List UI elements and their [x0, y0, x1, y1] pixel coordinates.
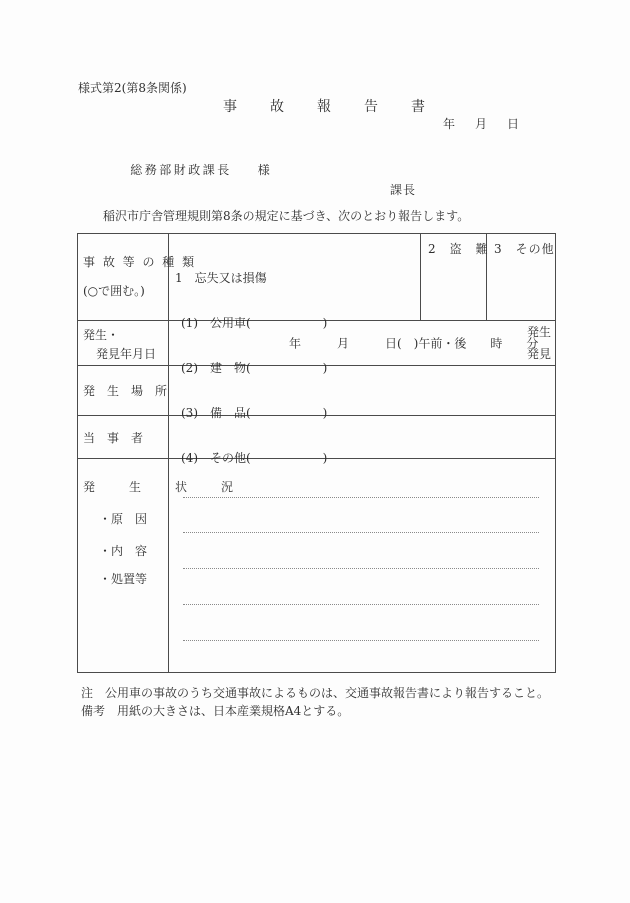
datetime-label-cell — [78, 321, 169, 365]
situation-label-cell — [78, 459, 245, 672]
kind-item-building: (2) 建 物( ) — [181, 361, 328, 375]
datetime-label-line1: 発生・ — [83, 328, 120, 342]
addressee-title: 総務部財政課長 — [130, 163, 232, 177]
table-row-situation — [78, 459, 555, 672]
intro-sentence: 稲沢市庁舎管理規則第8条の規定に基づき、次のとおり報告します。 — [103, 209, 470, 223]
situation-label: 発 生 状 況 — [83, 480, 245, 494]
datetime-value-cell — [169, 321, 555, 365]
dotted-writing-line — [183, 640, 539, 641]
kind-item-vehicle: (1) 公用車( ) — [181, 316, 328, 330]
location-label: 発 生 場 所 — [83, 384, 168, 398]
party-value-cell — [169, 416, 555, 458]
kind-circle-note: (○で囲む。) — [83, 284, 145, 298]
dotted-writing-line — [183, 604, 539, 605]
table-row-datetime — [78, 321, 555, 366]
table-row-location — [78, 366, 555, 416]
location-label-cell — [78, 366, 169, 415]
signer-title: 課長 — [390, 183, 417, 197]
kind-label: 事 故 等 の 種 類 — [83, 255, 197, 269]
dotted-writing-line — [183, 568, 539, 569]
table-row-party — [78, 416, 555, 459]
party-label: 当 事 者 — [83, 430, 144, 445]
situation-measures-label: ・処置等 — [99, 572, 148, 586]
kind-option3-cell — [487, 234, 555, 320]
report-table — [77, 233, 556, 673]
dotted-writing-line — [183, 532, 539, 533]
kind-label-cell — [78, 234, 197, 320]
situation-value-cell — [169, 459, 555, 672]
footnote-traffic-accident: 注 公用車の事故のうち交通事故によるものは、交通事故報告書により報告すること。 — [81, 686, 550, 700]
situation-detail-label: ・内 容 — [99, 544, 148, 558]
dotted-writing-line — [183, 497, 539, 498]
situation-cause-label: ・原 因 — [99, 512, 148, 526]
datetime-discovery-label: 発見 — [526, 347, 551, 361]
datetime-label-line2: 発見年月日 — [96, 347, 157, 361]
report-date-line: 年 月 日 — [443, 117, 524, 131]
location-value-cell — [169, 366, 555, 415]
kind-item-other: (4) その他( ) — [181, 451, 328, 465]
datetime-value-template: 年 月 日( )午前・後 時 分 — [289, 336, 539, 351]
kind-option3-other: 3 その他 — [494, 242, 555, 256]
addressee-honorific: 様 — [257, 163, 270, 177]
addressee-line — [105, 147, 270, 192]
party-label-cell — [78, 416, 169, 458]
form-number: 様式第2(第8条関係) — [78, 81, 187, 95]
kind-option2-cell — [421, 234, 487, 320]
page-title: 事故報告書 — [223, 99, 458, 115]
footnote-paper-size: 備考 用紙の大きさは、日本産業規格A4とする。 — [81, 704, 350, 718]
kind-option1-heading: 1 忘失又は損傷 — [175, 271, 267, 285]
datetime-occurrence-label: 発生 — [526, 325, 551, 339]
kind-item-equipment: (3) 備 品( ) — [181, 406, 328, 420]
kind-option2-theft: 2 盗 難 — [428, 242, 489, 256]
